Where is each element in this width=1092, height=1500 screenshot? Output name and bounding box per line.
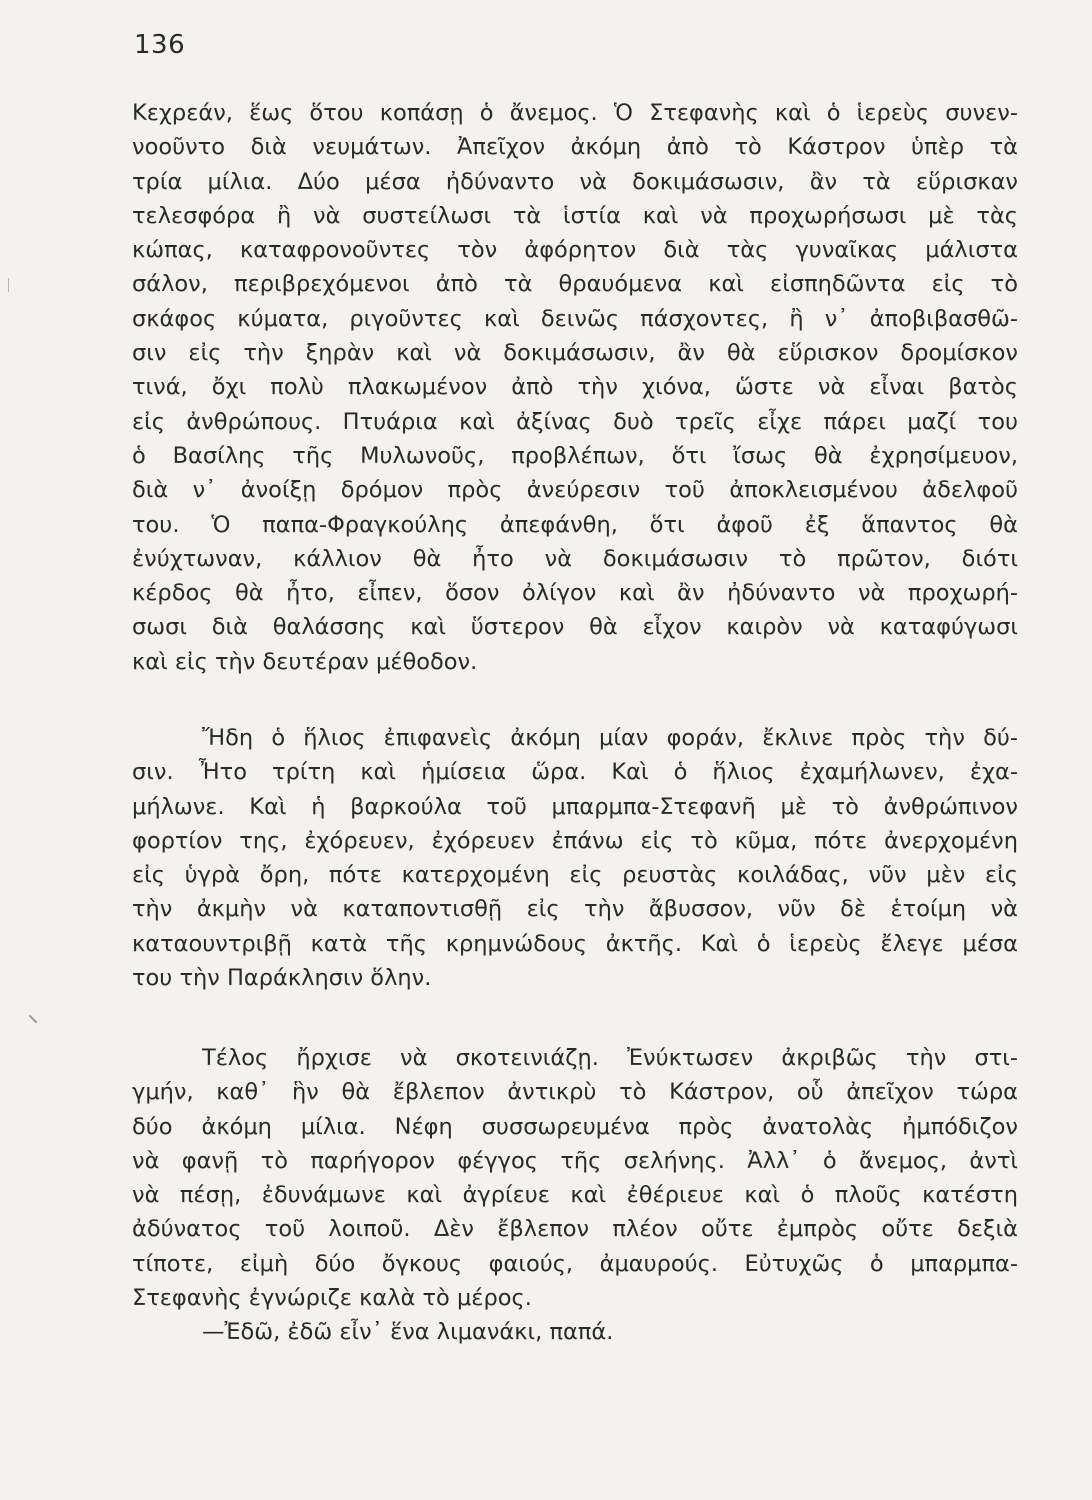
text-line: ἀδύνατος τοῦ λοιποῦ. Δὲν ἔβλεπον πλέον οὔτε ἐμπρὸς οὔτε δεξιὰ bbox=[132, 1216, 1018, 1243]
text-line: τινά, ὄχι πολὺ πλακωμένον ἀπὸ τὴν χιόνα, ὥστε νὰ εἶναι βατὸς bbox=[132, 374, 1018, 401]
text-line: σάλον, περιβρεχόμενοι ἀπὸ τὰ θραυόμενα καὶ εἰσπηδῶντα εἰς τὸ bbox=[132, 271, 1018, 298]
text-line: του. Ὁ παπα-Φραγκούλης ἀπεφάνθη, ὅτι ἀφοῦ ἐξ ἅπαντος θὰ bbox=[132, 511, 1018, 538]
text-line: νὰ φανῇ τὸ παρήγορον φέγγος τῆς σελήνης. Ἀλλ᾽ ὁ ἄνεμος, ἀντὶ bbox=[132, 1147, 1018, 1174]
text-line: Κεχρεάν, ἕως ὅτου κοπάσῃ ὁ ἄνεμος. Ὁ Στεφανὴς καὶ ὁ ἱερεὺς συνεν- bbox=[132, 100, 1018, 126]
text-line: Τέλος ἤρχισε νὰ σκοτεινιάζῃ. Ἐνύκτωσεν ἀκριβῶς τὴν στι- bbox=[202, 1045, 1018, 1071]
text-line: κέρδος θὰ ἦτο, εἶπεν, ὅσον ὀλίγον καὶ ἂν ἠδύναντο νὰ προχωρή- bbox=[132, 580, 1018, 607]
text-line: τίποτε, εἰμὴ δύο ὄγκους φαιούς, ἀμαυρούς. Εὐτυχῶς ὁ μπαρμπα- bbox=[132, 1250, 1018, 1277]
text-line: του τὴν Παράκλησιν ὅλην. bbox=[132, 965, 432, 992]
text-line: εἰς ἀνθρώπους. Πτυάρια καὶ ἀξίνας δυὸ τρεῖς εἶχε πάρει μαζί του bbox=[132, 408, 1018, 435]
text-line: δύο ἀκόμη μίλια. Νέφη συσσωρευμένα πρὸς ἀνατολὰς ἠμπόδιζον bbox=[132, 1113, 1018, 1140]
margin-smudge bbox=[29, 1015, 37, 1023]
text-line: φορτίον της, ἐχόρευεν, ἐχόρευεν ἐπάνω εἰς τὸ κῦμα, πότε ἀνερχομένη bbox=[132, 827, 1018, 854]
text-line: νὰ πέσῃ, ἐδυνάμωνε καὶ ἀγρίευε καὶ ἐθέριευε καὶ ὁ πλοῦς κατέστη bbox=[132, 1182, 1018, 1209]
paragraph-2 bbox=[132, 721, 1018, 995]
text-line: σκάφος κύματα, ριγοῦντες καὶ δεινῶς πάσχοντες, ἢ ν᾽ ἀποβιβασθῶ- bbox=[132, 305, 1018, 332]
dialogue-line: —Ἐδῶ, ἐδῶ εἶν᾽ ἕνα λιμανάκι, παπά. bbox=[202, 1319, 614, 1346]
text-line: καταουντριβῇ κατὰ τῆς κρημνώδους ἀκτῆς. Καὶ ὁ ἱερεὺς ἔλεγε μέσα bbox=[132, 930, 1018, 957]
text-line: ὁ Βασίλης τῆς Μυλωνοῦς, προβλέπων, ὅτι ἴσως θὰ ἐχρησίμευον, bbox=[132, 442, 1018, 469]
text-line: διὰ ν᾽ ἀνοίξῃ δρόμον πρὸς ἀνεύρεσιν τοῦ ἀποκλεισμένου ἀδελφοῦ bbox=[132, 477, 1018, 504]
text-line: εἰς ὑγρὰ ὄρη, πότε κατερχομένη εἰς ρευστὰς κοιλάδας, νῦν μὲν εἰς bbox=[132, 862, 1018, 889]
text-line: νοοῦντο διὰ νευμάτων. Ἀπεῖχον ἀκόμη ἀπὸ τὸ Κάστρον ὑπὲρ τὰ bbox=[132, 134, 1018, 161]
text-line: γμήν, καθ᾽ ἣν θὰ ἔβλεπον ἀντικρὺ τὸ Κάστρον, οὗ ἀπεῖχον τώρα bbox=[132, 1079, 1018, 1106]
paragraph-1 bbox=[132, 96, 1018, 679]
margin-mark bbox=[8, 278, 9, 292]
paragraph-3 bbox=[132, 1041, 1018, 1350]
text-line: καὶ εἰς τὴν δευτέραν μέθοδον. bbox=[132, 648, 478, 675]
page-number: 136 bbox=[134, 30, 186, 60]
text-line: κώπας, καταφρονοῦντες τὸν ἀφόρητον διὰ τὰς γυναῖκας μάλιστα bbox=[132, 237, 1018, 264]
text-line: σωσι διὰ θαλάσσης καὶ ὕστερον θὰ εἶχον καιρὸν νὰ καταφύγωσι bbox=[132, 614, 1018, 641]
text-line: τρία μίλια. Δύο μέσα ἠδύναντο νὰ δοκιμάσωσιν, ἂν τὰ εὕρισκαν bbox=[132, 168, 1018, 195]
text-line: Ἤδη ὁ ἥλιος ἐπιφανεὶς ἀκόμη μίαν φοράν, ἔκλινε πρὸς τὴν δύ- bbox=[202, 725, 1018, 751]
text-line: σιν εἰς τὴν ξηρὰν καὶ νὰ δοκιμάσωσιν, ἂν θὰ εὕρισκον δρομίσκον bbox=[132, 340, 1018, 367]
text-line: τελεσφόρα ἢ νὰ συστείλωσι τὰ ἱστία καὶ νὰ προχωρήσωσι μὲ τὰς bbox=[132, 202, 1018, 229]
text-line: σιν. Ἦτο τρίτη καὶ ἡμίσεια ὥρα. Καὶ ὁ ἥλιος ἐχαμήλωνεν, ἐχα- bbox=[132, 759, 1018, 786]
text-line: Στεφανὴς ἐγνώριζε καλὰ τὸ μέρος. bbox=[132, 1285, 532, 1312]
text-line: τὴν ἀκμὴν νὰ καταποντισθῇ εἰς τὴν ἄβυσσον, νῦν δὲ ἑτοίμη νὰ bbox=[132, 896, 1018, 923]
text-line: μήλωνε. Καὶ ἡ βαρκούλα τοῦ μπαρμπα-Στεφανῆ μὲ τὸ ἀνθρώπινον bbox=[132, 793, 1018, 820]
text-line: ἐνύχτωναν, κάλλιον θὰ ἦτο νὰ δοκιμάσωσιν τὸ πρῶτον, διότι bbox=[132, 545, 1018, 572]
